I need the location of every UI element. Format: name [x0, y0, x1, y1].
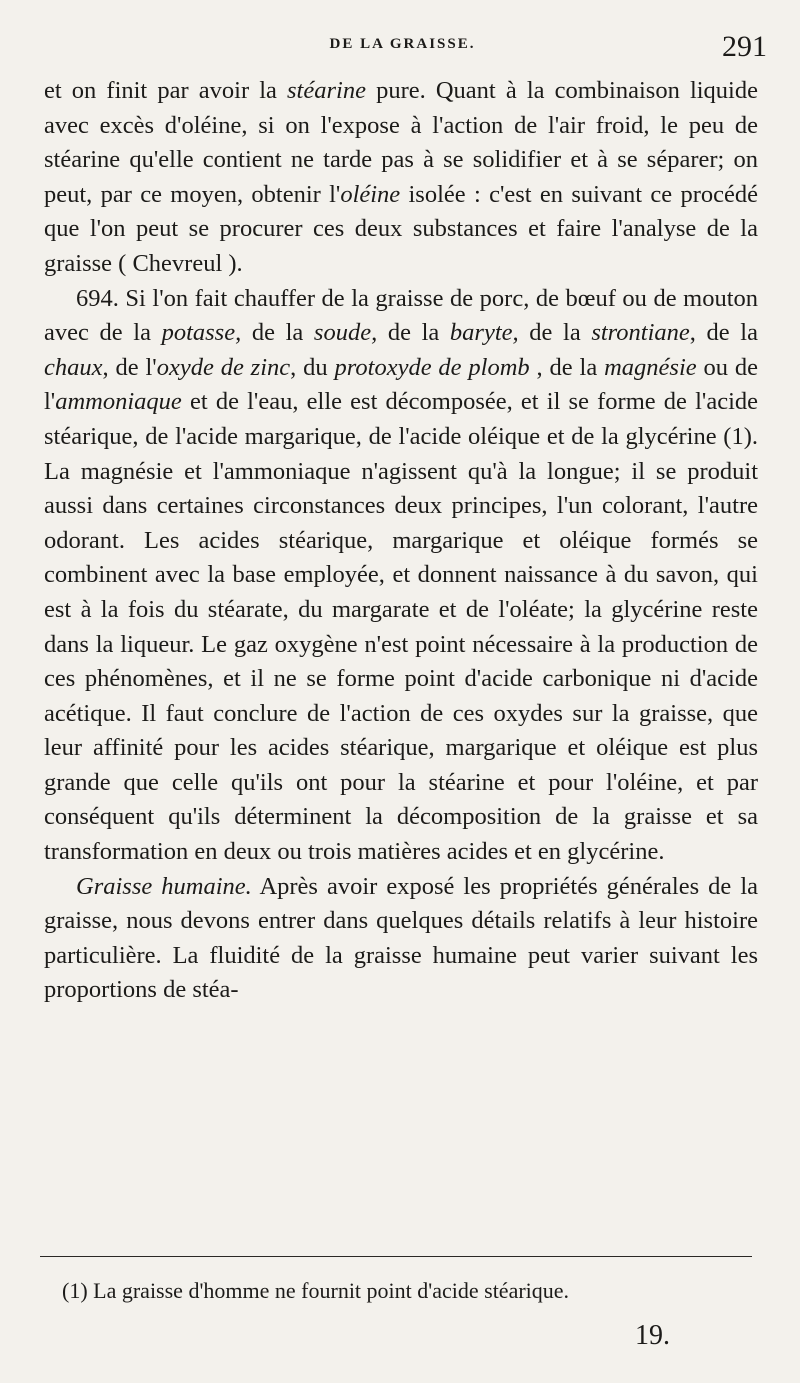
italic-term: Graisse humaine.: [76, 872, 252, 900]
running-title: DE LA GRAISSE.: [329, 36, 476, 52]
italic-term: potasse,: [161, 319, 242, 347]
text-run: Après avoir exposé les propriétés générales de la graisse, nous devons entrer dans quelques détails relatifs à leur histoire particulière. La fluidité de la graisse humaine peut varier suivant les proportions de stéa-: [44, 872, 759, 1004]
text-run: et on finit par avoir la: [44, 77, 288, 104]
paragraph: [44, 870, 758, 1008]
italic-term: soude,: [313, 319, 378, 347]
italic-term: protoxyde de plomb: [334, 353, 530, 381]
text-run: ou de l': [44, 353, 758, 416]
signature-mark: 19.: [635, 1320, 670, 1351]
body-text: [44, 74, 758, 1008]
text-run: isolée : c'est en suivant ce procédé que l'on peut se procurer ces deux substances et faire l'analyse de la graisse ( Chevreul ).: [44, 180, 758, 277]
paragraph: [44, 74, 758, 282]
footnote: (1) La graisse d'homme ne fournit point d'acide stéarique.: [62, 1278, 570, 1303]
italic-term: baryte,: [449, 319, 519, 347]
italic-term: chaux: [44, 353, 103, 381]
italic-term: magnésie: [604, 353, 697, 381]
text-run: , de l': [102, 353, 157, 381]
italic-term: strontiane: [591, 319, 690, 347]
page-header: [40, 30, 767, 63]
text-run: de la: [518, 319, 592, 347]
paragraph: [44, 282, 758, 870]
text-run: de la: [241, 319, 314, 347]
text-run: 694. Si l'on fait chauffer de la graisse de porc, de bœuf ou de mouton avec de la: [44, 284, 758, 347]
text-run: pure. Quant à la combinaison liquide avec excès d'oléine, si on l'expose à l'action de l'air froid, le peu de stéarine qu'elle contient ne tarde pas à se solidifier et à se séparer; on peut, par ce moyen, obtenir l': [44, 77, 758, 208]
text-run: , de la: [689, 319, 758, 347]
text-run: , du: [290, 353, 335, 381]
page-number: 291: [722, 30, 767, 63]
italic-term: stéarine: [287, 77, 366, 104]
text-run: de la: [377, 319, 450, 347]
italic-term: ammoniaque: [55, 388, 182, 416]
italic-term: oxyde de zinc: [156, 353, 291, 381]
footnote-rule: [40, 1256, 752, 1257]
italic-term: oléine: [340, 180, 401, 208]
text-run: , de la: [529, 353, 605, 381]
text-run: et de l'eau, elle est décomposée, et il se forme de l'acide stéarique, de l'acide margarique, de l'acide oléique et de la glycérine (1). La magnésie et l'ammoniaque n'agissent qu'à la longue; il se produit aussi dans certaines circonstances deux principes, l'un colorant, l'autre odorant. Les acides stéarique, margarique et oléique formés se combinent avec la base employée, et donnent naissance à du savon, qui est à la fois du stéarate, du margarate et de l'oléate; la glycérine reste dans la liqueur. Le gaz oxygène n'est point nécessaire à la production de ces phénomènes, et il ne se forme point d'acide carbonique ni d'acide acétique. Il faut conclure de l'action de ces oxydes sur la graisse, que leur affinité pour les acides stéarique, margarique et oléique est plus grande que celle qu'ils ont pour la stéarine et pour l'oléine, et par conséquent qu'ils déterminent la décomposition de la graisse et sa transformation en deux ou trois matières acides et en glycérine.: [44, 388, 758, 866]
